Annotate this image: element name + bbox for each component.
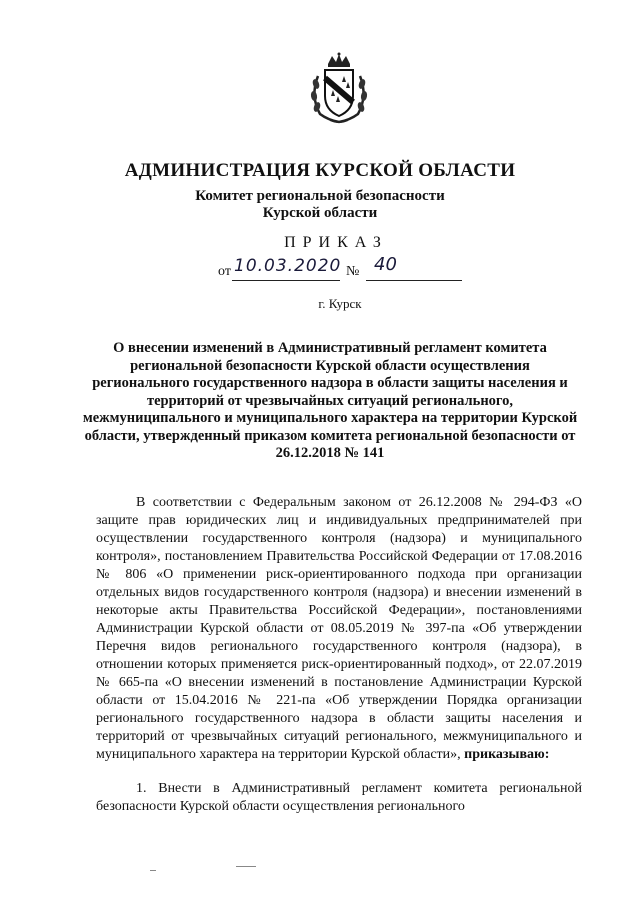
handwritten-date: 10.03.2020 [234, 256, 342, 276]
handwritten-number: 40 [374, 254, 397, 275]
date-field [232, 256, 342, 281]
scan-artifact [150, 870, 156, 871]
body-paragraph-1 [96, 494, 582, 764]
city-label: г. Курск [318, 296, 362, 311]
coat-of-arms-emblem [308, 52, 370, 124]
scan-artifact [236, 866, 256, 867]
committee-name-line2: Курской области [262, 205, 378, 221]
document-title: О внесении изменений в Административный регламент комитета региональной безопасности Курской области осуществления регионального государственного надзора в области защиты населения и территорий от чрезвычайных ситуаций регионального, межмуниципального и муниципального характера на территории Курской области, утвержденный приказом комитета региональной безопасности от 26.12.2018 № 141 [82, 340, 578, 461]
body-paragraph-2: 1. Внести в Административный регламент комитета региональной безопасности Курской области осуществления регионального [96, 781, 582, 814]
order-verb: приказываю: [464, 747, 550, 762]
document-body [96, 494, 582, 816]
paragraph-1-text: В соответствии с Федеральным законом от 26.12.2008 № 294-ФЗ «О защите прав юридических лиц и индивидуальных предпринимателей при осуществлении государственного контроля (надзора) и муниципального контроля», постановлением Правительства Российской Федерации от 17.08.2016 № 806 «О применении риск-ориентированного подхода при организации отдельных видов государственного контроля (надзора) и внесении изменений в некоторые акты Правительства Российской Федерации», постановлениями Администрации Курской области от 08.05.2019 № 397-па «Об утверждении Перечня видов регионального государственного контроля (надзора), в отношении которых применяется риск-ориентированный подход», от 22.07.2019 № 665-па «О внесении изменений в постановление Администрации Курской области от 15.04.2016 № 221-па «Об утверждении Порядка организации регионального государственного надзора в области защиты населения и территорий от чрезвычайных ситуаций регионального, межмуниципального и муниципального характера на территории Курской области», [96, 495, 582, 762]
authority-heading: АДМИНИСТРАЦИЯ КУРСКОЙ ОБЛАСТИ [124, 160, 516, 181]
number-prefix: № [346, 264, 360, 279]
date-prefix: от [218, 264, 231, 279]
number-field [366, 254, 462, 281]
document-type-heading: ПРИКАЗ [284, 234, 388, 251]
committee-name-line1: Комитет региональной безопасности [195, 188, 445, 204]
